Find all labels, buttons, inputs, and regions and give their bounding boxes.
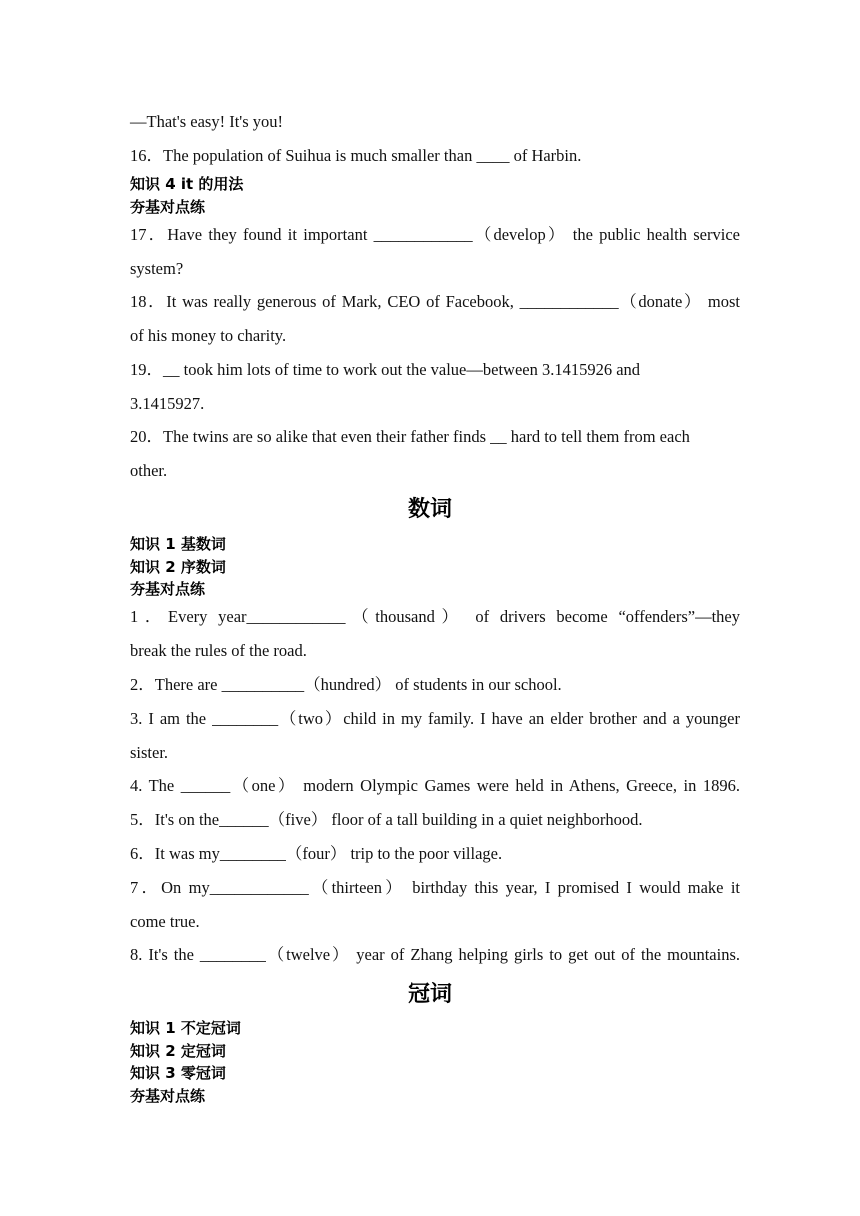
numeral-question-4: 4. The ______（one） modern Olympic Games were held in Athens, Greece, in 1896. — [130, 776, 740, 795]
question-18: 18．It was really generous of Mark, CEO of Facebook, ____________（donate） most — [130, 292, 740, 311]
question-19-cont: 3.1415927. — [130, 394, 205, 413]
knowledge-indefinite-article: 知识 1 不定冠词 — [130, 1019, 241, 1037]
numeral-question-1: 1．Every year____________（thousand） of drivers become “offenders”—they — [130, 607, 740, 626]
knowledge-zero-article: 知识 3 零冠词 — [130, 1064, 226, 1082]
numeral-question-7-cont: come true. — [130, 912, 200, 931]
numeral-question-8: 8. It's the ________（twelve） year of Zhang helping girls to get out of the mountains. — [130, 945, 740, 964]
section-title-it-usage: 知识 4 it 的用法 — [130, 175, 244, 193]
knowledge-definite-article: 知识 2 定冠词 — [130, 1042, 226, 1060]
heading-articles: 冠词 — [407, 982, 452, 1007]
numeral-question-7: 7．On my____________（thirteen） birthday this year, I promised I would make it — [130, 878, 740, 897]
question-18-cont: of his money to charity. — [130, 326, 287, 345]
knowledge-cardinal: 知识 1 基数词 — [130, 535, 226, 553]
numeral-question-6: 6．It was my________（four） trip to the poor village. — [130, 844, 503, 863]
question-20-cont: other. — [130, 461, 168, 480]
knowledge-ordinal: 知识 2 序数词 — [130, 558, 226, 576]
numeral-question-2: 2．There are __________（hundred） of students in our school. — [130, 675, 562, 694]
question-19: 19．__ took him lots of time to work out the value—between 3.1415926 and — [130, 360, 641, 379]
question-20: 20．The twins are so alike that even their father finds __ hard to tell them from each — [130, 427, 690, 446]
question-16: 16．The population of Suihua is much smaller than ____ of Harbin. — [130, 146, 582, 165]
practice-label: 夯基对点练 — [130, 580, 206, 598]
heading-numerals: 数词 — [407, 497, 452, 522]
dialogue-line: —That's easy! It's you! — [130, 112, 284, 131]
question-17-cont: system? — [130, 259, 184, 278]
numeral-question-3-cont: sister. — [130, 743, 169, 762]
numeral-question-1-cont: break the rules of the road. — [130, 641, 307, 660]
practice-label: 夯基对点练 — [130, 198, 206, 216]
numeral-question-5: 5．It's on the______（five） floor of a tall building in a quiet neighborhood. — [130, 810, 643, 829]
question-17: 17．Have they found it important ____________（develop） the public health service — [130, 225, 740, 244]
practice-label: 夯基对点练 — [130, 1087, 206, 1105]
numeral-question-3: 3. I am the ________（two）child in my family. I have an elder brother and a younger — [130, 709, 740, 728]
